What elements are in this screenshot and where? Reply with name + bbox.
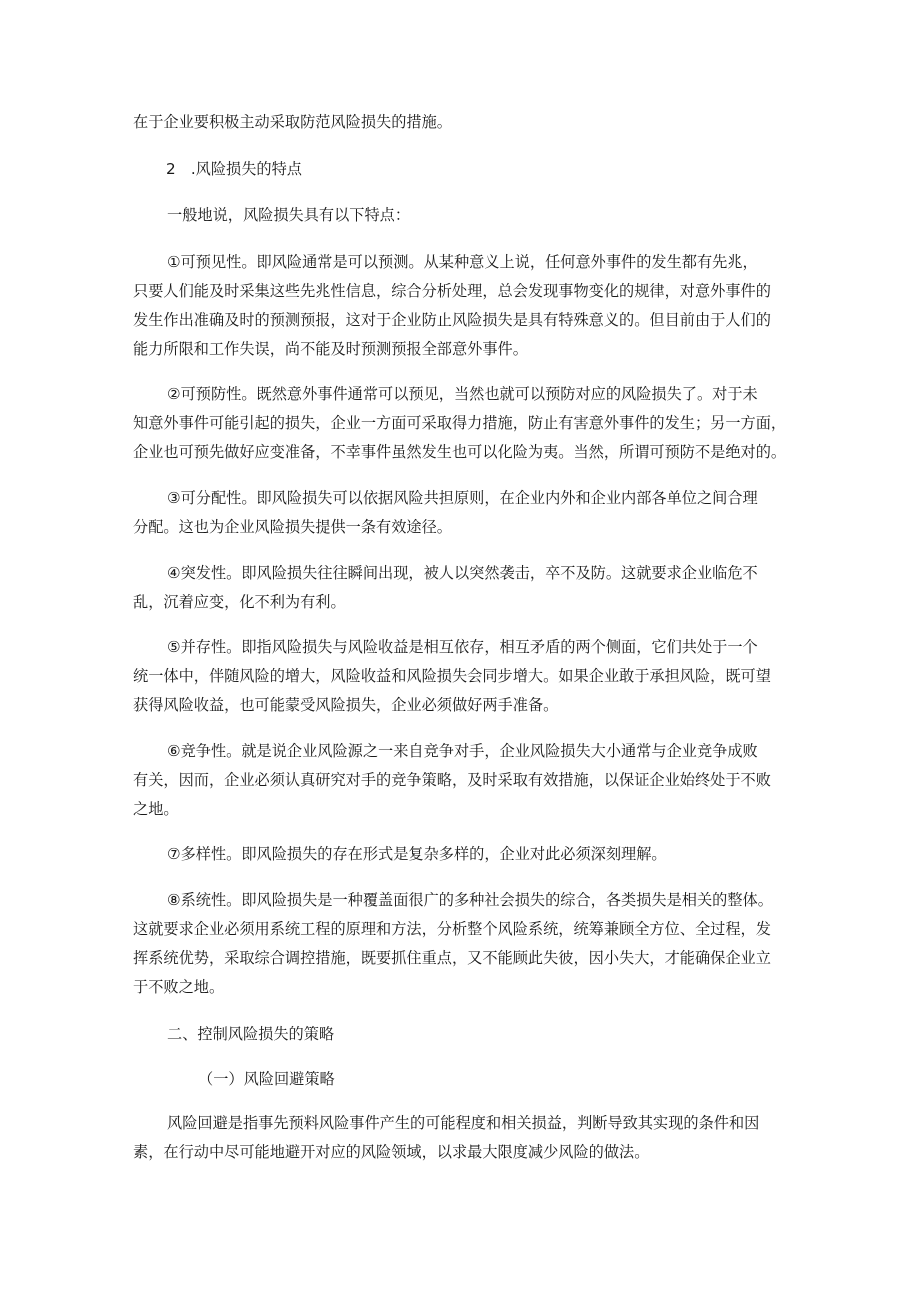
text-line: 知意外事件可能引起的损失，企业一方面可采取得力措施，防止有害意外事件的发生；另一方面， [133,414,787,432]
text-line: 获得风险收益，也可能蒙受风险损失，企业必须做好两手准备。 [133,696,559,714]
text-line: 乱，沉着应变，化不利为有利。 [133,593,346,611]
section-heading-strategies [133,1020,793,1049]
heading-text: （一）风险回避策略 [198,1070,335,1088]
text-line: 只要人们能及时采集这些先兆性信息，综合分析处理，总会发现事物变化的规律，对意外事件的 [133,282,771,300]
text-line: ⑧系统性。即风险损失是一种覆盖面很广的多种社会损失的综合，各类损失是相关的整体。 [167,891,773,909]
text-line: 于不败之地。 [133,978,225,996]
paragraph-systematicness [133,886,793,1002]
text-line: 这就要求企业必须用系统工程的原理和方法，分析整个风险系统，统筹兼顾全方位、全过程，发 [133,920,771,938]
text-line: 之地。 [133,800,179,818]
text-line: 发生作出准确及时的预测预报，这对于企业防止风险损失是具有特殊意义的。但目前由于人们的 [133,311,771,329]
text-line: ③可分配性。即风险损失可以依据风险共担原则，在企业内外和企业内部各单位之间合理 [167,489,758,507]
paragraph-preventability [133,380,793,467]
paragraph-foreseeability [133,248,793,364]
intro-paragraph [133,201,793,230]
paragraph-coexistence [133,633,793,720]
text-line: 在于企业要积极主动采取防范风险损失的措施。 [133,113,452,131]
paragraph-competitiveness [133,737,793,824]
section-heading-2 [166,155,826,184]
text-line: 有关，因而，企业必须认真研究对手的竞争策略，及时采取有效措施，以保证企业始终处于不败 [133,771,771,789]
paragraph-suddenness [133,559,793,617]
text-line: ①可预见性。即风险通常是可以预测。从某种意义上说，任何意外事件的发生都有先兆， [167,253,758,271]
text-line: 风险回避是指事先预料风险事件产生的可能程度和相关损益，判断导致其实现的条件和因 [167,1114,760,1132]
text-line: 一般地说，风险损失具有以下特点： [167,206,410,224]
heading-text: 二、控制风险损失的策略 [167,1025,335,1043]
text-line: ⑥竞争性。就是说企业风险源之一来自竞争对手，企业风险损失大小通常与企业竞争成败 [167,742,758,760]
text-line: ⑤并存性。即指风险损失与风险收益是相互依存，相互矛盾的两个侧面，它们共处于一个 [167,638,758,656]
paragraph-distributability [133,484,793,542]
text-line: ④突发性。即风险损失往往瞬间出现，被人以突然袭击，卒不及防。这就要求企业临危不 [167,564,758,582]
text-line: ②可预防性。既然意外事件通常可以预见，当然也就可以预防对应的风险损失了。对于未 [167,385,758,403]
subsection-heading-avoidance [164,1065,824,1094]
text-line: 统一体中，伴随风险的增大，风险收益和风险损失会同步增大。如果企业敢于承担风险，既可望 [133,667,771,685]
text-line: 企业也可预先做好应变准备，不幸事件虽然发生也可以化险为夷。当然，所谓可预防不是绝对的。 [133,443,787,461]
text-line: 能力所限和工作失误，尚不能及时预测预报全部意外事件。 [133,340,528,358]
paragraph-continuation [133,108,793,137]
paragraph-avoidance-definition [133,1109,793,1167]
text-line: 分配。这也为企业风险损失提供一条有效途径。 [133,518,452,536]
text-line: 挥系统优势，采取综合调控措施，既要抓住重点，又不能顾此失彼，因小失大，才能确保企业立 [133,949,771,967]
text-line: 素，在行动中尽可能地避开对应的风险领域，以求最大限度减少风险的做法。 [133,1143,650,1161]
paragraph-diversity [133,840,793,869]
heading-text: 2 .风险损失的特点 [166,160,302,178]
text-line: ⑦多样性。即风险损失的存在形式是复杂多样的，企业对此必须深刻理解。 [167,845,667,863]
